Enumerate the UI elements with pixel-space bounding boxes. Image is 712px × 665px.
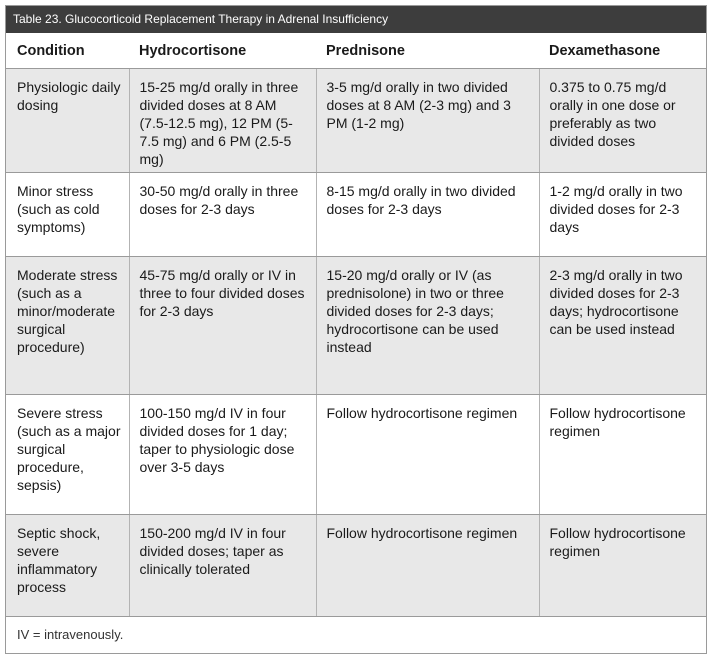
table-caption xyxy=(6,6,706,33)
prednisone-cell: 3-5 mg/d orally in two divided doses at 8 AM (2-3 mg) and 3 PM (1-2 mg) xyxy=(316,69,539,173)
table-header-row xyxy=(6,33,706,69)
table-row xyxy=(6,395,706,515)
hydrocortisone-cell: 150-200 mg/d IV in four divided doses; taper as clinically tolerated xyxy=(129,515,316,617)
table-row xyxy=(6,69,706,173)
hydrocortisone-cell: 100-150 mg/d IV in four divided doses for 1 day; taper to physiologic dose over 3-5 days xyxy=(129,395,316,515)
table-row xyxy=(6,257,706,395)
header-prednisone: Prednisone xyxy=(316,33,539,69)
dosing-table xyxy=(6,33,706,617)
condition-cell: Severe stress (such as a major surgical procedure, sepsis) xyxy=(6,395,129,515)
dexamethasone-cell: Follow hydrocortisone regimen xyxy=(539,395,706,515)
prednisone-cell: 8-15 mg/d orally in two divided doses for 2-3 days xyxy=(316,173,539,257)
hydrocortisone-cell: 45-75 mg/d orally or IV in three to four divided doses for 2-3 days xyxy=(129,257,316,395)
table-footnote: IV = intravenously. xyxy=(17,627,124,642)
table-row xyxy=(6,173,706,257)
hydrocortisone-cell: 30-50 mg/d orally in three doses for 2-3 days xyxy=(129,173,316,257)
prednisone-cell: Follow hydrocortisone regimen xyxy=(316,395,539,515)
header-dexamethasone: Dexamethasone xyxy=(539,33,706,69)
header-hydrocortisone: Hydrocortisone xyxy=(129,33,316,69)
dexamethasone-cell: 1-2 mg/d orally in two divided doses for 2-3 days xyxy=(539,173,706,257)
condition-cell: Minor stress (such as cold symptoms) xyxy=(6,173,129,257)
dexamethasone-cell: Follow hydrocortisone regimen xyxy=(539,515,706,617)
table-caption-text: Table 23. Glucocorticoid Replacement Therapy in Adrenal Insufficiency xyxy=(13,12,389,26)
header-condition: Condition xyxy=(6,33,129,69)
dexamethasone-cell: 2-3 mg/d orally in two divided doses for 2-3 days; hydrocortisone can be used instead xyxy=(539,257,706,395)
table-row xyxy=(6,515,706,617)
condition-cell: Moderate stress (such as a minor/moderate surgical procedure) xyxy=(6,257,129,395)
hydrocortisone-cell: 15-25 mg/d orally in three divided doses at 8 AM (7.5-12.5 mg), 12 PM (5-7.5 mg) and 6 PM (2.5-5 mg) xyxy=(129,69,316,173)
prednisone-cell: Follow hydrocortisone regimen xyxy=(316,515,539,617)
condition-cell: Physiologic daily dosing xyxy=(6,69,129,173)
condition-cell: Septic shock, severe inflammatory process xyxy=(6,515,129,617)
prednisone-cell: 15-20 mg/d orally or IV (as prednisolone) in two or three divided doses for 2-3 days; hydrocortisone can be used instead xyxy=(316,257,539,395)
table-frame xyxy=(5,5,707,654)
dexamethasone-cell: 0.375 to 0.75 mg/d orally in one dose or preferably as two divided doses xyxy=(539,69,706,173)
